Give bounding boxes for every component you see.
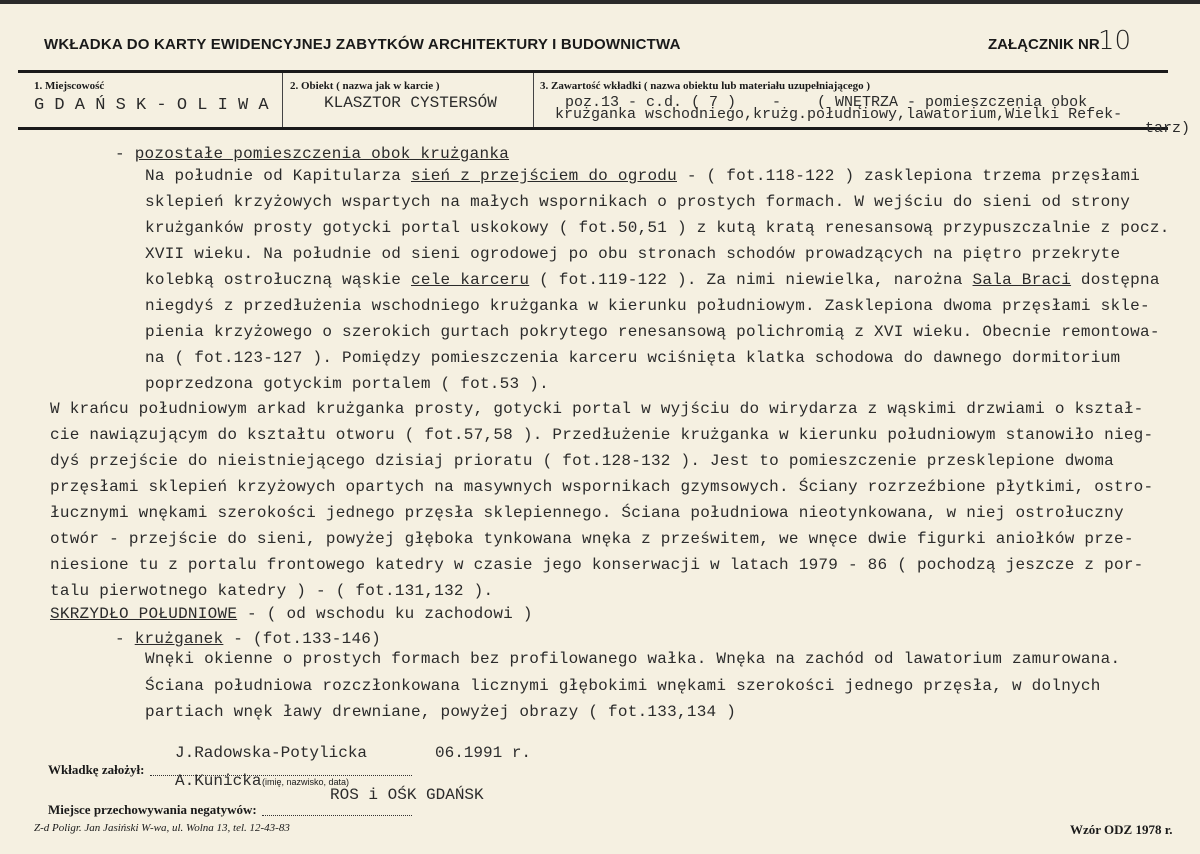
- text-segment: -: [115, 630, 135, 648]
- text-segment: kolebką ostrołuczną wąskie: [145, 271, 411, 289]
- underlined-term: cele karceru: [411, 271, 530, 289]
- negatives-line: [262, 814, 412, 816]
- content-value-line-3: tarz): [1145, 120, 1191, 137]
- negatives-location: ROS i OŚK GDAŃSK: [330, 786, 484, 804]
- underlined-term: pozostałe pomieszczenia obok krużganka: [134, 145, 510, 163]
- text-segment: dostępna: [1071, 271, 1160, 289]
- locality-label: 1. Miejscowość: [34, 80, 105, 92]
- underlined-term: sień z przejściem do ogrodu: [411, 167, 677, 185]
- underlined-term: krużganek: [134, 630, 224, 648]
- field-divider: [533, 73, 534, 127]
- text-segment: niegdyś z przedłużenia wschodniego krużganka w kierunku południowym. Zasklepiona dwoma przęsłami skle-: [145, 297, 1150, 315]
- text-line: [145, 193, 1130, 211]
- text-line: [50, 504, 1124, 522]
- text-line: [115, 630, 381, 648]
- text-line: [145, 703, 736, 721]
- form-code: Wzór ODZ 1978 r.: [1070, 822, 1173, 837]
- text-segment: talu pierwotnego katedry ) - ( fot.131,132 ).: [50, 582, 494, 600]
- header-rule-top: [18, 70, 1168, 73]
- text-line: [145, 271, 1160, 289]
- form-title: WKŁADKA DO KARTY EWIDENCYJNEJ ZABYTKÓW ARCHITEKTURY I BUDOWNICTWA: [44, 36, 681, 53]
- author-2: A.Kunicka: [175, 772, 262, 790]
- text-line: [50, 530, 1134, 548]
- text-segment: Ściana południowa rozczłonkowana licznymi głębokimi wnękami szerokości jednego przęsła, w dolnych: [145, 677, 1101, 695]
- text-segment: na ( fot.123-127 ). Pomiędzy pomieszczenia karceru wciśnięta klatka schodowa do dawnego dormitorium: [145, 349, 1121, 367]
- text-segment: Na południe od Kapitularza: [145, 167, 411, 185]
- text-segment: Wnęki okienne o prostych formach bez profilowanego wałka. Wnęka na zachód od lawatorium zamurowana.: [145, 650, 1121, 668]
- creation-date: 06.1991 r.: [435, 744, 532, 762]
- content-value-line-1: poz.13 - c.d. ( 7 ) - ( WNĘTRZA - pomieszczenia obok: [565, 94, 1088, 111]
- text-line: [145, 219, 1170, 237]
- text-line: [145, 245, 1120, 263]
- text-line: [50, 452, 1114, 470]
- text-line: [145, 349, 1120, 367]
- text-line: [145, 650, 1120, 668]
- text-segment: dyś przejście do nieistniejącego dzisiaj prioratu ( fot.128-132 ). Jest to pomieszczenie przesklepione dwoma: [50, 452, 1114, 470]
- object-value: KLASZTOR CYSTERSÓW: [324, 94, 497, 112]
- underlined-term: SKRZYDŁO POŁUDNIOWE: [50, 605, 238, 623]
- name-date-hint: (imię, nazwisko, data): [262, 777, 350, 787]
- underlined-term: Sala Braci: [972, 271, 1072, 289]
- author-1: J.Radowska-Potylicka: [175, 744, 368, 762]
- text-line: [145, 297, 1150, 315]
- text-line: [145, 677, 1101, 695]
- annex-number: 10: [1098, 26, 1132, 56]
- object-label: 2. Obiekt ( nazwa jak w karcie ): [290, 80, 440, 92]
- text-segment: partiach wnęk ławy drewniane, powyżej obrazy ( fot.133,134 ): [145, 703, 737, 721]
- text-segment: sklepień krzyżowych wspartych na małych wspornikach o prostych formach. W wejściu do sieni od strony: [145, 193, 1131, 211]
- text-line: [50, 400, 1144, 418]
- text-segment: otwór - przejście do sieni, powyżej głęboka tynkowana wnęka z prześwitem, we wnęce dwie figurki aniołków prze-: [50, 530, 1134, 548]
- text-line: [50, 582, 493, 600]
- text-segment: łucznymi wnękami szerokości jednego przęsła sklepiennego. Ściana południowa nieotynkowana, w niej ostrołuczny: [50, 504, 1124, 522]
- text-line: [50, 426, 1153, 444]
- negatives-label: Miejsce przechowywania negatywów:: [48, 802, 257, 817]
- text-line: [145, 375, 549, 393]
- text-segment: - ( od wschodu ku zachodowi ): [237, 605, 533, 623]
- scan-edge: [0, 0, 1200, 4]
- text-segment: cie nawiązującym do kształtu otworu ( fot.57,58 ). Przedłużenie krużganka w kierunku południowym stanowiło nieg-: [50, 426, 1154, 444]
- text-segment: pienia krzyżowego o szerokich gurtach pokrytego renesansową polichromią z XVI wieku. Obecnie remontowa-: [145, 323, 1160, 341]
- header-rule-bottom: [18, 127, 1168, 130]
- content-value-line-2: krużganka wschodniego,krużg.południowy,lawatorium,Wielki Refek-: [555, 106, 1123, 123]
- text-segment: - (fot.133-146): [223, 630, 381, 648]
- text-line: [50, 478, 1153, 496]
- locality-value: G D A Ń S K - O L I W A: [34, 96, 269, 115]
- text-segment: niesione tu z portalu frontowego katedry w czasie jego konserwacji w latach 1979 - 86 ( pochodzą jeszcze z por-: [50, 556, 1144, 574]
- content-label: 3. Zawartość wkładki ( nazwa obiektu lub materiału uzupełniającego ): [540, 80, 871, 92]
- text-line: [145, 323, 1160, 341]
- created-by-label: Wkładkę założył:: [48, 762, 145, 777]
- text-line: [145, 167, 1140, 185]
- text-segment: W krańcu południowym arkad krużganka prosty, gotycki portal w wyjściu do wirydarza z wąskimi drzwiami o kształ-: [50, 400, 1144, 418]
- text-segment: przęsłami sklepień krzyżowych opartych na masywnych wspornikach gzymsowych. Ściany rozrzeźbione płytkimi, ostro-: [50, 478, 1154, 496]
- text-line: [115, 145, 509, 163]
- field-divider: [282, 73, 283, 127]
- text-line: [50, 605, 533, 623]
- text-line: [50, 556, 1144, 574]
- text-segment: ( fot.119-122 ). Za nimi niewielka, narożna: [529, 271, 973, 289]
- text-segment: XVII wieku. Na południe od sieni ogrodowej po obu stronach schodów prowadzących na piętro przekryte: [145, 245, 1121, 263]
- text-segment: krużganków prosty gotycki portal uskokowy ( fot.50,51 ) z kutą kratą renesansową przypuszczalnie z pocz.: [145, 219, 1170, 237]
- annex-label: ZAŁĄCZNIK NR: [988, 36, 1100, 53]
- text-segment: - ( fot.118-122 ) zasklepiona trzema przęsłami: [677, 167, 1141, 185]
- text-segment: -: [115, 145, 135, 163]
- text-segment: poprzedzona gotyckim portalem ( fot.53 ).: [145, 375, 549, 393]
- printer-imprint: Z-d Poligr. Jan Jasiński W-wa, ul. Wolna 13, tel. 12-43-83: [34, 822, 290, 834]
